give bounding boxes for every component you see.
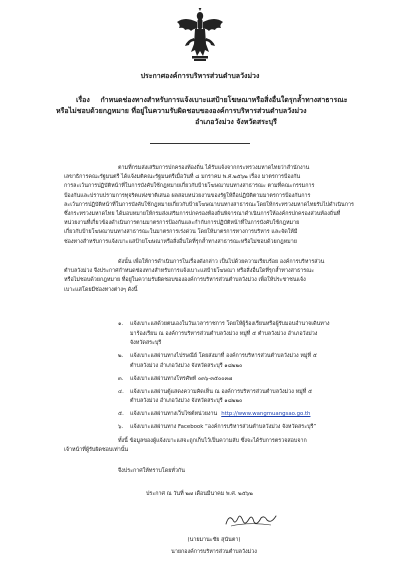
list-item-number: ๓. [118, 375, 124, 382]
closing-notice [118, 467, 185, 476]
list-item-text: แจ้งเบาะแสผ่านตู้แสดงความคิดเห็น ณ องค์การบริหารส่วนตำบลวังม่วง หมู่ที่ ๕ [130, 388, 313, 395]
heading-divider [150, 143, 250, 144]
closing-notice-text: จึงประกาศให้ทราบโดยทั่วกัน [118, 468, 185, 474]
paragraph-2-line: เบาะแสโดยมีช่องทางต่างๆ ดังนี้ [64, 286, 138, 293]
subject-line-3: อำเภอวังม่วง จังหวัดสระบุรี [195, 118, 277, 126]
paragraph-1 [64, 164, 354, 247]
paragraph-1-line: เลขาธิการคณะรัฐมนตรี ได้แจ้งมติคณะรัฐมนตรีเมื่อวันที่ ๘ มกราคม พ.ศ.๒๕๖๒ เรื่อง มาตรการป้องกัน [64, 174, 301, 181]
announcement-date-text: ประกาศ ณ วันที่ ๒๗ เดือนมีนาคม พ.ศ. ๒๕๖๒ [146, 491, 253, 497]
subject-label: เรื่อง [76, 96, 90, 104]
org-heading: ประกาศองค์การบริหารส่วนตำบลวังม่วง [140, 72, 260, 80]
paragraph-1-line: ป้องกันและปราบปรามการทุจริตแห่งชาติเสนอ ผลสอบหน่วยงานของรัฐให้ถือปฏิบัติตามมาตรการป้องกันการ [64, 192, 311, 199]
closing-paragraph [64, 437, 307, 455]
paragraph-2 [64, 258, 324, 295]
closing-line: ทั้งนี้ ข้อมูลของผู้แจ้งเบาะแสจะถูกเก็บไว้เป็นความลับ ซึ่งจะได้รับการตรวจสอบจาก [118, 438, 307, 444]
website-link[interactable]: http://www.wangmuangsao.go.th [221, 411, 311, 418]
list-item-text: แจ้งเบาะแสผ่านทางโทรศัพท์ ๐๓๖-๓๕๐๐๓๗ [130, 375, 233, 382]
paragraph-1-line: ช่องทางสำหรับการแจ้งเบาะแสป้ายโฆษณาหรือสิ่งอื่นใดที่รุกล้ำทางสาธารณะหรือไม่ชอบด้วยกฎหมาย [64, 238, 297, 245]
subject-line-1: กำหนดช่องทางสำหรับการแจ้งเบาะแสป้ายโฆษณาหรือสิ่งอื่นใดรุกล้ำทางสาธารณะ [100, 96, 348, 104]
reporting-channels-list [118, 320, 388, 436]
paragraph-1-line: ละเว้นการปฏิบัติหน้าที่ในการบังคับใช้กฎหมายเกี่ยวกับป้ายโฆษณาบนทางสาธารณะโดยให้กระทรวงมหาดไทยรับไปดำเนินการ [64, 201, 354, 208]
subject-line-2: หรือไม่ชอบด้วยกฎหมาย ที่อยู่ในความรับผิดชอบขององค์การบริหารส่วนตำบลวังม่วง [56, 107, 307, 115]
paragraph-1-line: ตามที่กรมส่งเสริมการปกครองท้องถิ่น ได้รับแจ้งจากกระทรวงมหาดไทยว่าสำนักงาน [118, 165, 310, 171]
list-item-text: แจ้งเบาะแสด้วยตนเองในวันเวลาราชการ โดยให้ผู้ร้องเรียนหรือผู้รับมอบอำนาจเดินทาง [130, 321, 330, 327]
list-item-text: จังหวัดสระบุรี [130, 340, 162, 347]
list-item-text: แจ้งเบาะแสผ่านทางไปรษณีย์ โดยส่งมาที่ องค์การบริหารส่วนตำบลวังม่วง หมู่ที่ ๕ [130, 353, 317, 360]
signature-image [223, 510, 279, 530]
paragraph-2-line: ดังนั้น เพื่อให้การดำเนินการในเรื่องดังกล่าว เป็นไปด้วยความเรียบร้อย องค์การบริหารส่วน [118, 259, 325, 265]
list-item-number: ๑. [118, 321, 124, 327]
paragraph-1-line: การละเว้นการปฏิบัติหน้าที่ในการบังคับใช้กฎหมายเกี่ยวกับป้ายโฆษณาบนทางสาธารณะ ตามที่คณะกรรมการ [64, 183, 315, 190]
announcement-date [146, 490, 253, 499]
list-item [118, 388, 388, 407]
subject-block [56, 95, 356, 128]
list-item [118, 375, 388, 385]
list-item [118, 320, 388, 349]
list-item-number: ๖. [118, 424, 124, 431]
list-item-text: แจ้งเบาะแสผ่านทาง Facebook “องค์การบริหารส่วนตำบลวังม่วง จังหวัดสระบุรี” [130, 424, 317, 431]
list-item [118, 423, 388, 433]
paragraph-2-line: หรือไม่ชอบด้วยกฎหมาย ที่อยู่ในความรับผิดชอบขององค์การบริหารส่วนตำบลวังม่วง เพื่อให้ประชาชนแจ้ง [64, 277, 306, 284]
paragraph-1-line: เกี่ยวกับป้ายโฆษณาบนทางสาธารณะในมาตรการเร่งด่วน โดยให้มาตรการทางการบริหาร และจัดให้มี [64, 229, 298, 236]
list-item-number: ๕. [118, 411, 124, 418]
garuda-emblem [175, 8, 225, 62]
list-item [118, 410, 388, 420]
paragraph-1-line: หน่วยงานที่เกี่ยวข้องดำเนินการตามมาตรการป้องกันและกำกับการปฏิบัติหน้าที่ในการบังคับใช้กฎหมาย [64, 220, 300, 227]
signer-name: (นายมานะชัย สุนันตา) [187, 537, 241, 543]
list-item-number: ๒. [118, 353, 124, 360]
list-item-number: ๔. [118, 388, 124, 395]
signer-title: นายกองค์การบริหารส่วนตำบลวังม่วง [171, 549, 257, 555]
list-item-text: แจ้งเบาะแสผ่านทางเว็บไซต์หน่วยงาน [130, 411, 218, 418]
list-item-text: ตำบลวังม่วง อำเภอวังม่วง จังหวัดสระบุรี ๑๘๒๒๐ [130, 398, 243, 405]
list-item [118, 352, 388, 371]
paragraph-2-line: ตำบลวังม่วง จึงประกาศกำหนดช่องทางสำหรับการแจ้งเบาะแสป้ายโฆษณา หรือสิ่งอื่นใดที่รุกล้ำทางสาธารณะ [64, 268, 315, 275]
list-item-text: มาร้องเรียน ณ องค์การบริหารส่วนตำบลวังม่วง หมู่ที่ ๕ ตำบลวังม่วง อำเภอวังม่วง [130, 330, 318, 337]
paragraph-1-line: ซึ่งกระทรวงมหาดไทย ได้มอบหมายให้กรมส่งเสริมการปกครองท้องถิ่นพิจารณาดำเนินการให้องค์กรปกครองส่วนท้องถิ่นที่ [64, 211, 341, 218]
closing-line: เจ้าหน้าที่ผู้รับผิดชอบเท่านั้น [64, 447, 129, 454]
list-item-text: ตำบลวังม่วง อำเภอวังม่วง จังหวัดสระบุรี ๑๘๒๒๐ [130, 362, 243, 369]
